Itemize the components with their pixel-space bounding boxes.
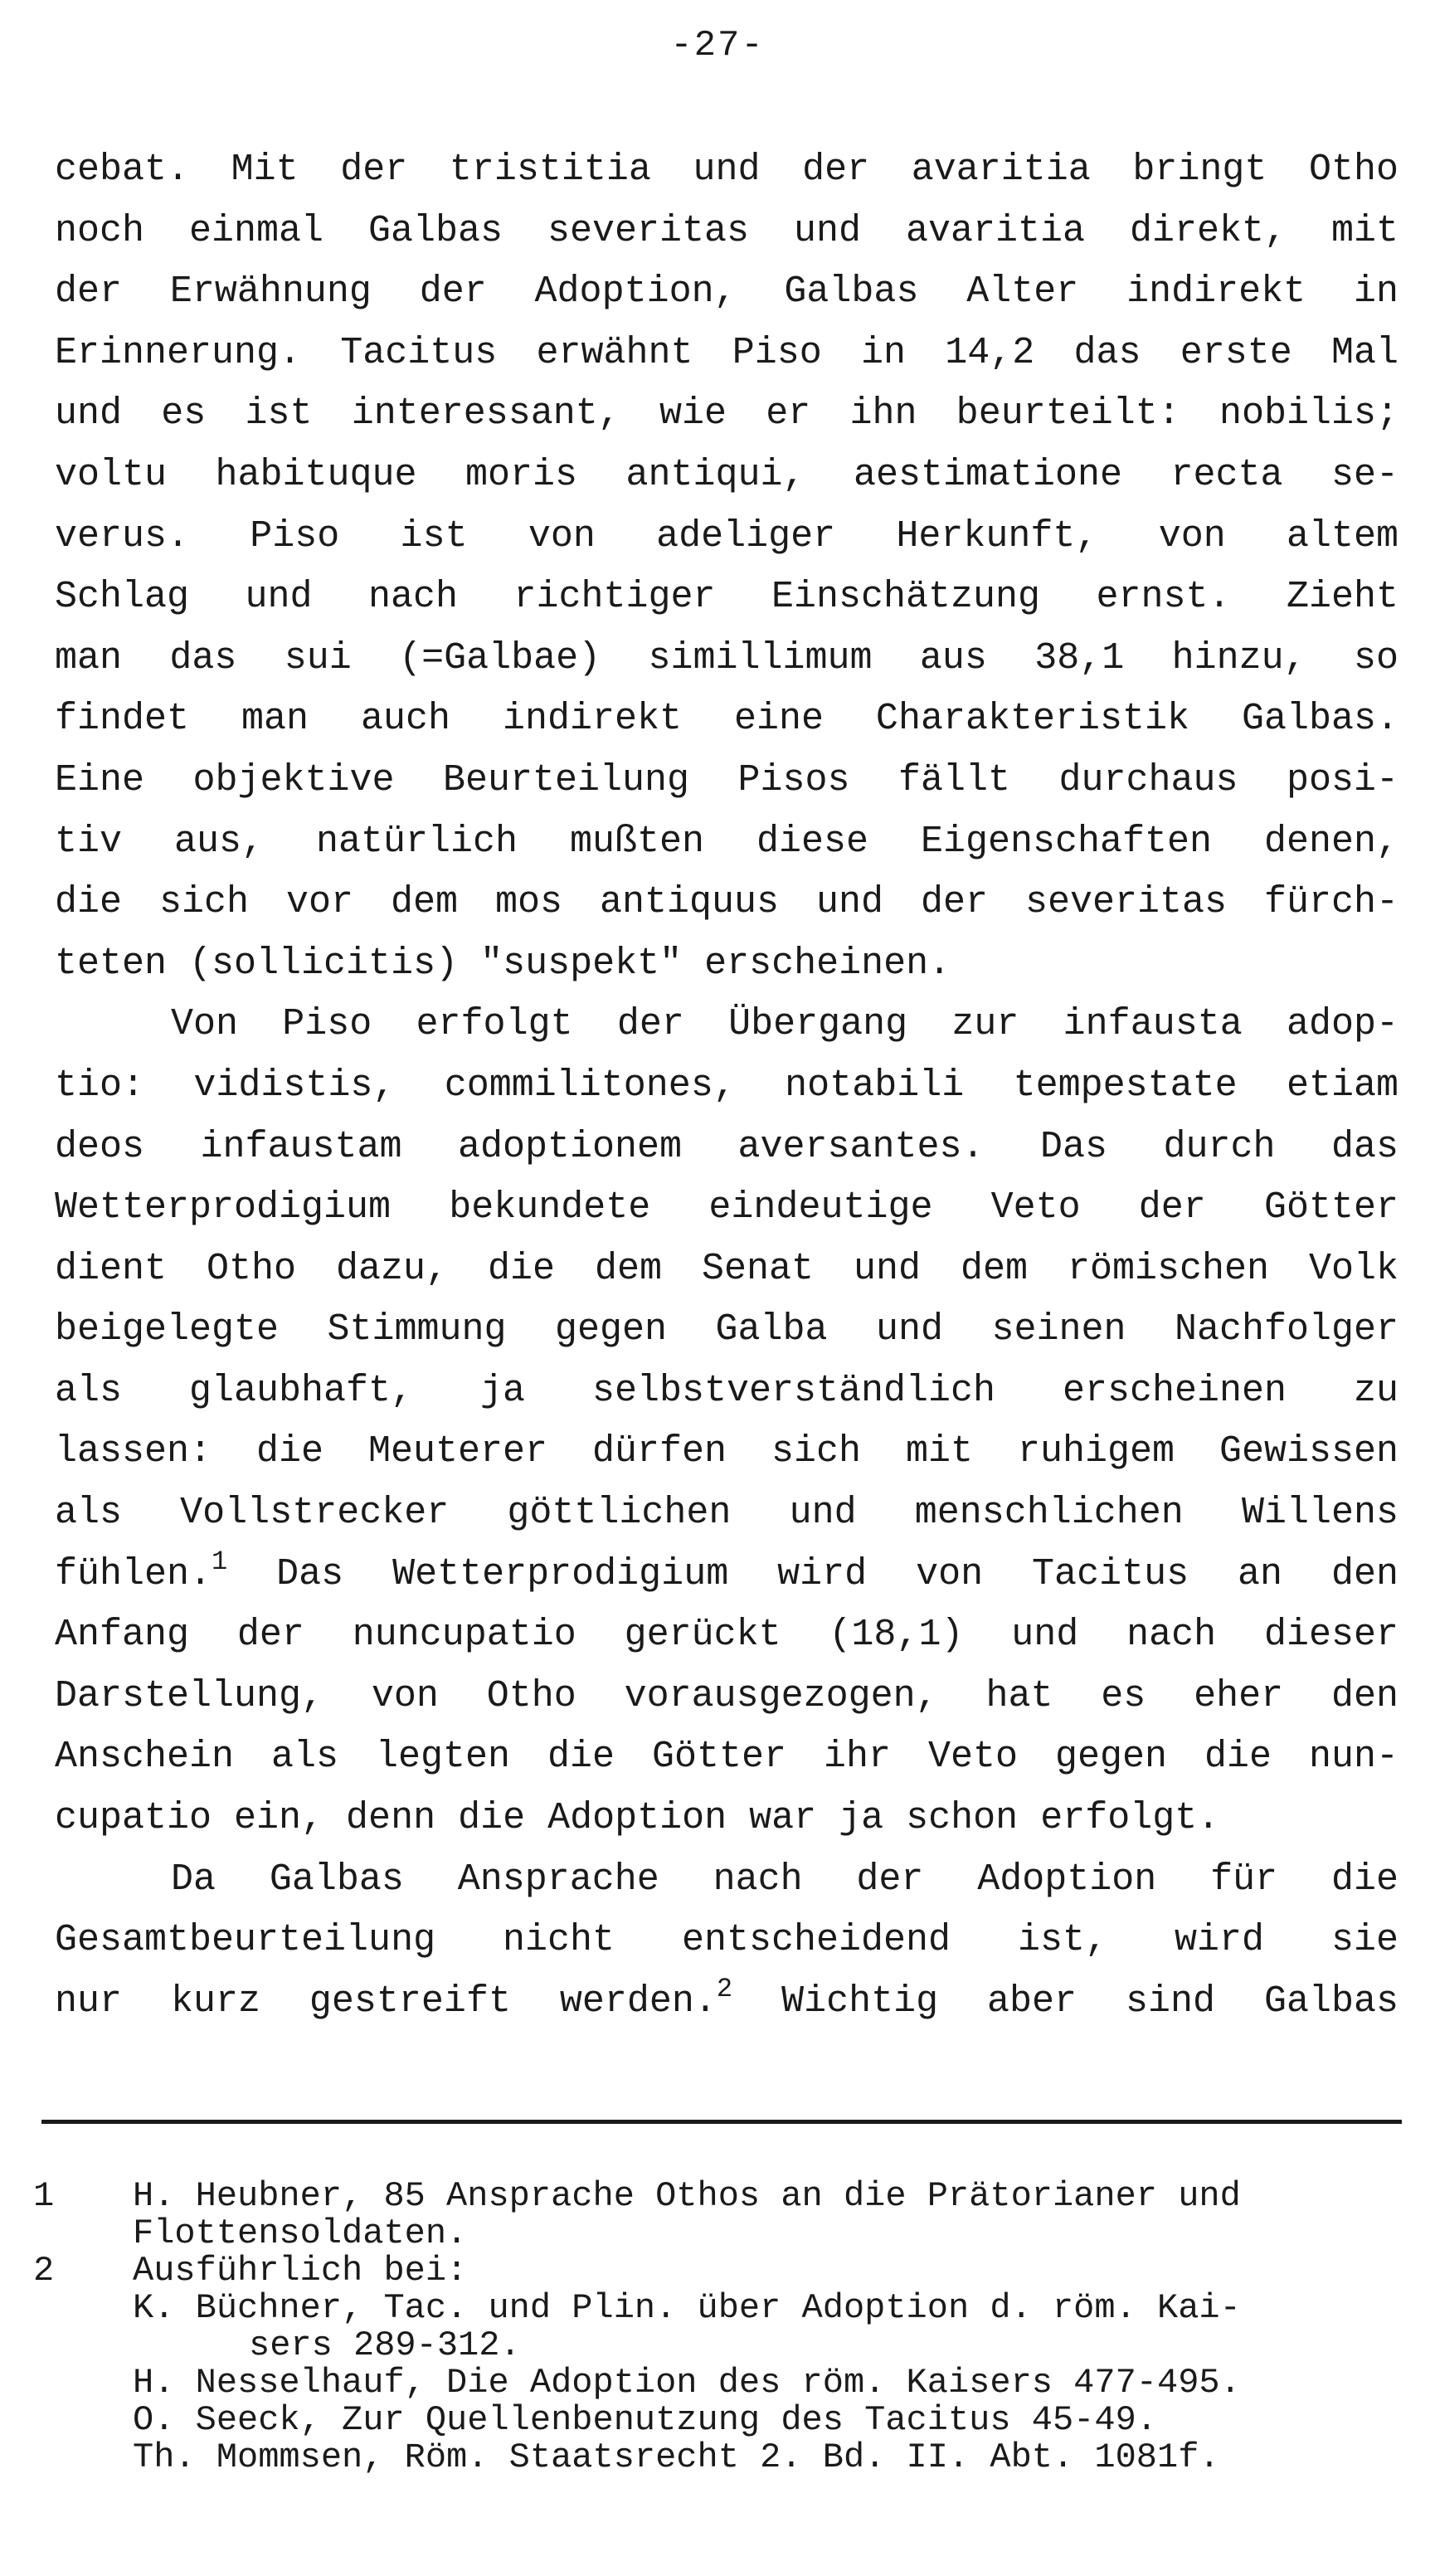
footnotes	[33, 2178, 1410, 2476]
text-line: als glaubhaft, ja selbstverständlich erscheinen zu	[55, 1369, 1399, 1412]
footnote-marker-2: 2	[716, 1973, 733, 2004]
footnote-number: 1	[33, 2176, 55, 2216]
footnote-line: H. Heubner, 85 Ansprache Othos an die Prätorianer und	[133, 2176, 1241, 2216]
footnote-2	[33, 2252, 1410, 2476]
text-line: voltu habituque moris antiqui, aestimatione recta se-	[55, 453, 1399, 496]
text-segment: fühlen.	[55, 1552, 212, 1595]
text-line: Wetterprodigium bekundete eindeutige Veto der Götter	[55, 1186, 1399, 1230]
text-segment: Das Wetterprodigium wird von Tacitus an den	[227, 1552, 1399, 1595]
text-line	[55, 1971, 1399, 2033]
paragraph-3	[55, 1849, 1399, 2033]
footnote-line: Flottensoldaten.	[133, 2213, 468, 2253]
page-number: -27-	[670, 25, 765, 66]
paragraph-1	[55, 139, 1399, 994]
text-line: Von Piso erfolgt der Übergang zur infausta adop-	[171, 1003, 1399, 1046]
text-line: Gesamtbeurteilung nicht entscheidend ist, wird sie	[55, 1919, 1399, 1962]
text-line: deos infaustam adoptionem aversantes. Das durch das	[55, 1125, 1399, 1168]
footnote-text	[133, 2252, 1410, 2476]
text-line: Erinnerung. Tacitus erwähnt Piso in 14,2 das erste Mal	[55, 331, 1399, 374]
text-line: cupatio ein, denn die Adoption war ja schon erfolgt.	[55, 1797, 1220, 1840]
text-line: tio: vidistis, commilitones, notabili tempestate etiam	[55, 1064, 1399, 1107]
text-line: die sich vor dem mos antiquus und der severitas fürch-	[55, 881, 1399, 924]
footnote-line: O. Seeck, Zur Quellenbenutzung des Tacitus 45-49.	[133, 2400, 1158, 2440]
text-line: Anschein als legten die Götter ihr Veto gegen die nun-	[55, 1736, 1399, 1779]
text-line: Da Galbas Ansprache nach der Adoption für die	[171, 1858, 1399, 1901]
footnote-line: sers 289-312.	[249, 2325, 521, 2365]
footnote-line: Th. Mommsen, Röm. Staatsrecht 2. Bd. II. Abt. 1081f.	[133, 2437, 1220, 2477]
text-line: Schlag und nach richtiger Einschätzung ernst. Zieht	[55, 576, 1399, 619]
text-segment: Wichtig aber sind Galbas	[732, 1979, 1399, 2023]
footnote-marker-1: 1	[212, 1546, 228, 1577]
text-line: findet man auch indirekt eine Charakteristik Galbas.	[55, 698, 1399, 741]
footnote-line: H. Nesselhauf, Die Adoption des röm. Kaisers 477-495.	[133, 2363, 1241, 2403]
text-line: als Vollstrecker göttlichen und menschlichen Willens	[55, 1492, 1399, 1535]
text-line: und es ist interessant, wie er ihn beurteilt: nobilis;	[55, 392, 1399, 436]
paragraph-2	[55, 994, 1399, 1848]
text-segment: nur kurz gestreift werden.	[55, 1979, 717, 2023]
text-line: beigelegte Stimmung gegen Galba und seinen Nachfolger	[55, 1308, 1399, 1351]
text-line: noch einmal Galbas severitas und avaritia direkt, mit	[55, 209, 1399, 252]
footnote-number: 2	[33, 2251, 55, 2291]
text-line: dient Otho dazu, die dem Senat und dem römischen Volk	[55, 1247, 1399, 1290]
footnote-line: K. Büchner, Tac. und Plin. über Adoption d. röm. Kai-	[133, 2288, 1241, 2328]
text-line: man das sui (=Galbae) simillimum aus 38,1 hinzu, so	[55, 636, 1399, 679]
footnote-1	[33, 2178, 1410, 2252]
text-line: Eine objektive Beurteilung Pisos fällt durchaus posi-	[55, 758, 1399, 801]
text-line: Anfang der nuncupatio gerückt (18,1) und nach dieser	[55, 1614, 1399, 1657]
text-line: der Erwähnung der Adoption, Galbas Alter indirekt in	[55, 270, 1399, 314]
footnote-separator	[41, 2120, 1402, 2124]
text-line: teten (sollicitis) "suspekt" erscheinen.	[55, 942, 951, 985]
text-line: tiv aus, natürlich mußten diese Eigenschaften denen,	[55, 820, 1399, 863]
body-text	[55, 139, 1399, 2032]
text-line: Darstellung, von Otho vorausgezogen, hat es eher den	[55, 1674, 1399, 1717]
text-line: verus. Piso ist von adeliger Herkunft, von altem	[55, 514, 1399, 558]
text-line: lassen: die Meuterer dürfen sich mit ruhigem Gewissen	[55, 1430, 1399, 1473]
text-line: cebat. Mit der tristitia und der avaritia bringt Otho	[55, 149, 1399, 191]
footnote-line: Ausführlich bei:	[133, 2251, 468, 2291]
text-line	[55, 1544, 1399, 1605]
footnote-text	[133, 2178, 1410, 2252]
